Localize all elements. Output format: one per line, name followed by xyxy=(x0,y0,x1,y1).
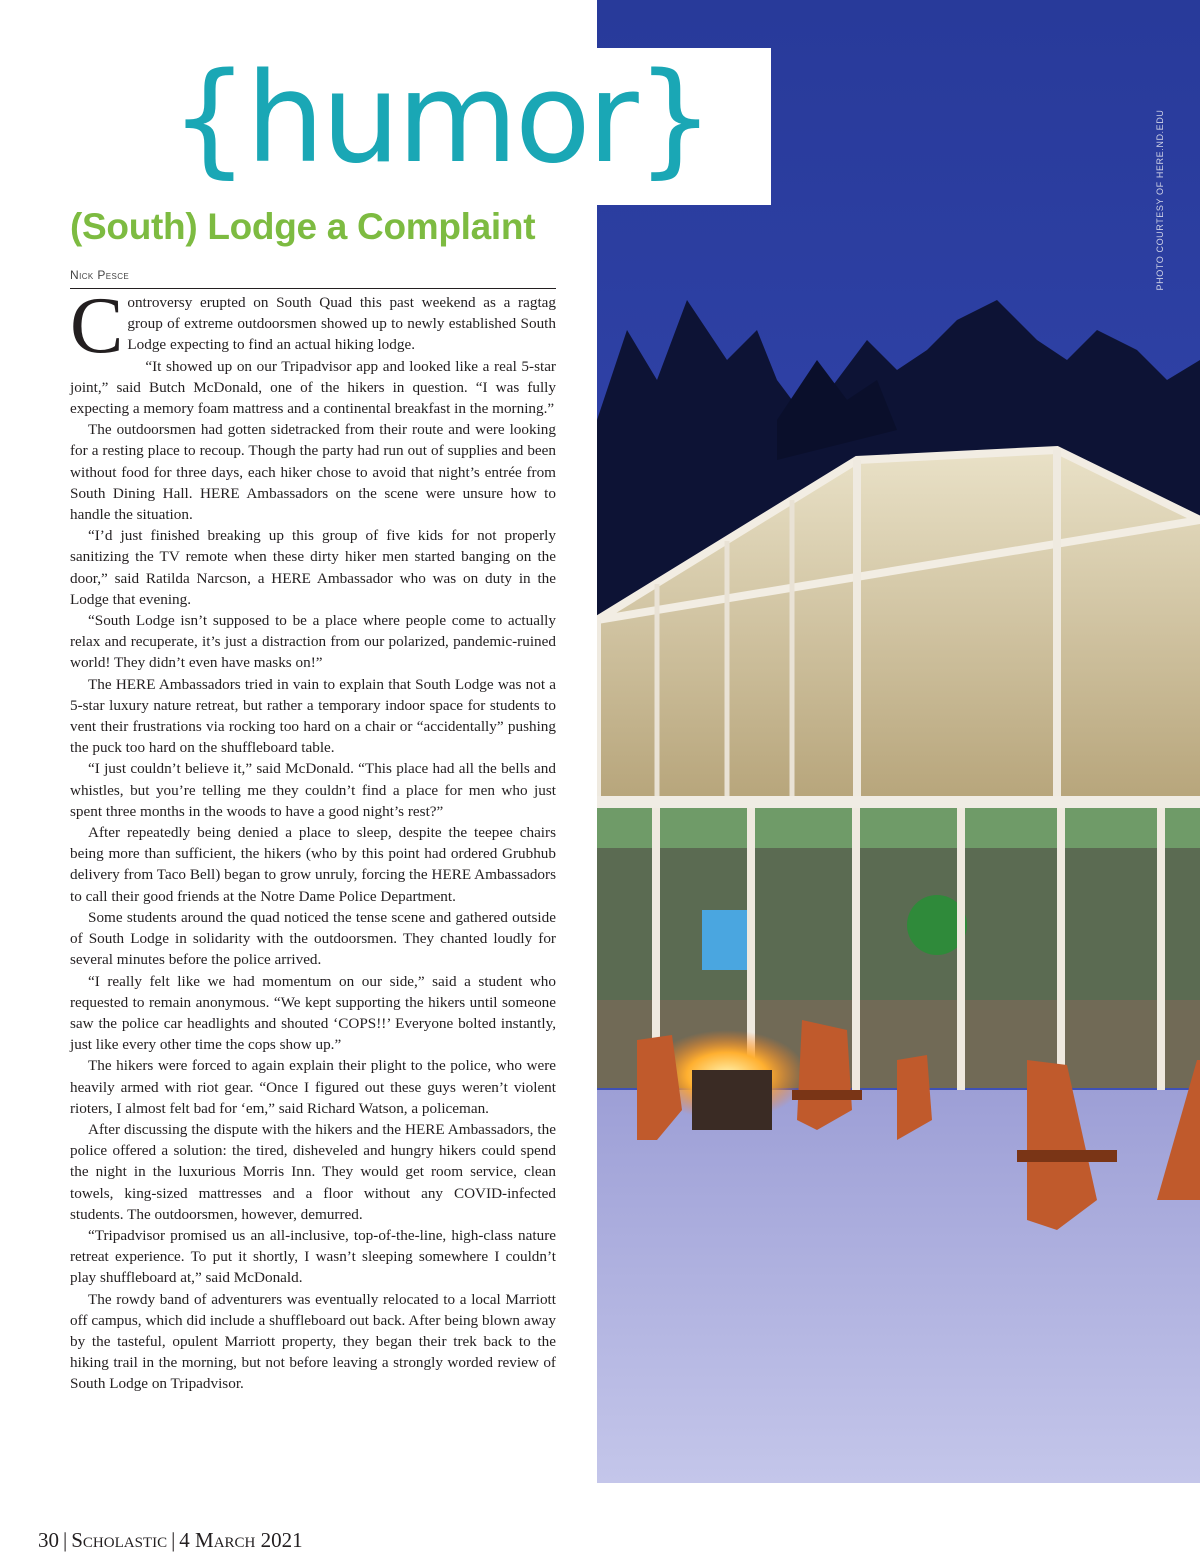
south-lodge-photo xyxy=(597,0,1200,1483)
paragraph xyxy=(70,282,556,370)
article-byline: Nick Pesce xyxy=(70,268,130,282)
page-footer xyxy=(38,1528,303,1553)
paragraph: The hikers were forced to again explain their plight to the police, who were heavily armed with riot gear. “Once I figured out these guys weren’t violent rioters, I almost felt bad for ‘em,” said Richard Watson, a policeman. xyxy=(70,1057,556,1117)
paragraph: The outdoorsmen had gotten sidetracked from their route and were looking for a resting place to recoup. Though the party had run out of supplies and been without food for three days, each hiker chose to avoid that night’s entrée from South Dining Hall. HERE Ambassadors on the scene were unsure how to handle the situation. xyxy=(70,421,556,524)
article-title: (South) Lodge a Complaint xyxy=(70,206,536,247)
paragraph: “South Lodge isn’t supposed to be a place where people come to actually relax and recuperate, it’s just a distraction from our polarized, pandemic-ruined world! They didn’t even have masks on!” xyxy=(70,612,556,672)
paragraph: After discussing the dispute with the hikers and the HERE Ambassadors, the police offered a solution: the tired, disheveled and hungry hikers could spend the night in the luxurious Morris Inn. They would get room service, clean towels, king-sized mattresses and a floor without any COVID-infected students. The outdoorsmen, however, demurred. xyxy=(70,1120,556,1223)
publication-name: Scholastic xyxy=(71,1528,168,1552)
section-word: {humor} xyxy=(170,47,712,191)
byline-rule xyxy=(70,288,556,289)
paragraph: After repeatedly being denied a place to sleep, despite the teepee chairs being more than sufficient, the hikers (who by this point had ordered Grubhub delivery from Taco Bell) began to grow unruly, forcing the HERE Ambassadors to call their good friends at the Notre Dame Police Department. xyxy=(70,824,556,905)
paragraph: The rowdy band of adventurers was eventually relocated to a local Marriott off campus, which did include a shuffleboard out back. After being blown away by the tasteful, opulent Marriott property, they began their trek back to the hiking trail in the morning, but not before leaving a strongly worded review of South Lodge on Tripadvisor. xyxy=(70,1290,556,1393)
photo-credit: PHOTO COURTESY OF HERE.ND.EDU xyxy=(1155,109,1165,291)
page-number: 30 xyxy=(38,1528,59,1552)
drop-cap: C xyxy=(70,282,124,370)
footer-separator: | xyxy=(171,1528,176,1552)
article-body xyxy=(70,282,556,1395)
paragraph: “It showed up on our Tripadvisor app and looked like a real 5-star joint,” said Butch McDonald, one of the hikers in question. “I was fully expecting a memory foam mattress and a continental breakfast in the morning.” xyxy=(70,357,556,418)
article-photo xyxy=(597,0,1200,1483)
paragraph: “I really felt like we had momentum on our side,” said a student who requested to remain anonymous. “We kept supporting the hikers until someone saw the police car headlights and shouted ‘COPS!!’ Everyone bolted instantly, just like every other time the cops show up.” xyxy=(70,972,556,1054)
paragraph-text: ontroversy erupted on South Quad this past weekend as a ragtag group of extreme outdoorsmen showed up to newly established South Lodge expecting to find an actual hiking lodge. xyxy=(127,294,556,354)
issue-date: 4 March 2021 xyxy=(179,1528,303,1552)
footer-separator: | xyxy=(63,1528,68,1552)
paragraph: “I just couldn’t believe it,” said McDonald. “This place had all the bells and whistles, but you’re telling me they couldn’t find a place for men who just spent three months in the woods to have a good night’s rest?” xyxy=(70,760,556,820)
section-header xyxy=(130,48,771,205)
paragraph: “I’d just finished breaking up this group of five kids for not properly sanitizing the TV remote when these dirty hiker men started banging on the door,” said Ratilda Narcson, a HERE Ambassador who was on duty in the Lodge that evening. xyxy=(70,527,556,608)
paragraph: “Tripadvisor promised us an all-inclusive, top-of-the-line, high-class nature retreat experience. To put it shortly, I wasn’t sleeping somewhere I couldn’t play shuffleboard at,” said McDonald. xyxy=(70,1226,556,1287)
paragraph: Some students around the quad noticed the tense scene and gathered outside of South Lodge in solidarity with the outdoorsmen. They chanted loudly for several minutes before the police arrived. xyxy=(70,908,556,969)
paragraph: The HERE Ambassadors tried in vain to explain that South Lodge was not a 5-star luxury nature retreat, but rather a temporary indoor space for students to vent their frustrations via rocking too hard on a chair or “accidentally” pushing the puck too hard on the shuffleboard table. xyxy=(70,675,556,757)
